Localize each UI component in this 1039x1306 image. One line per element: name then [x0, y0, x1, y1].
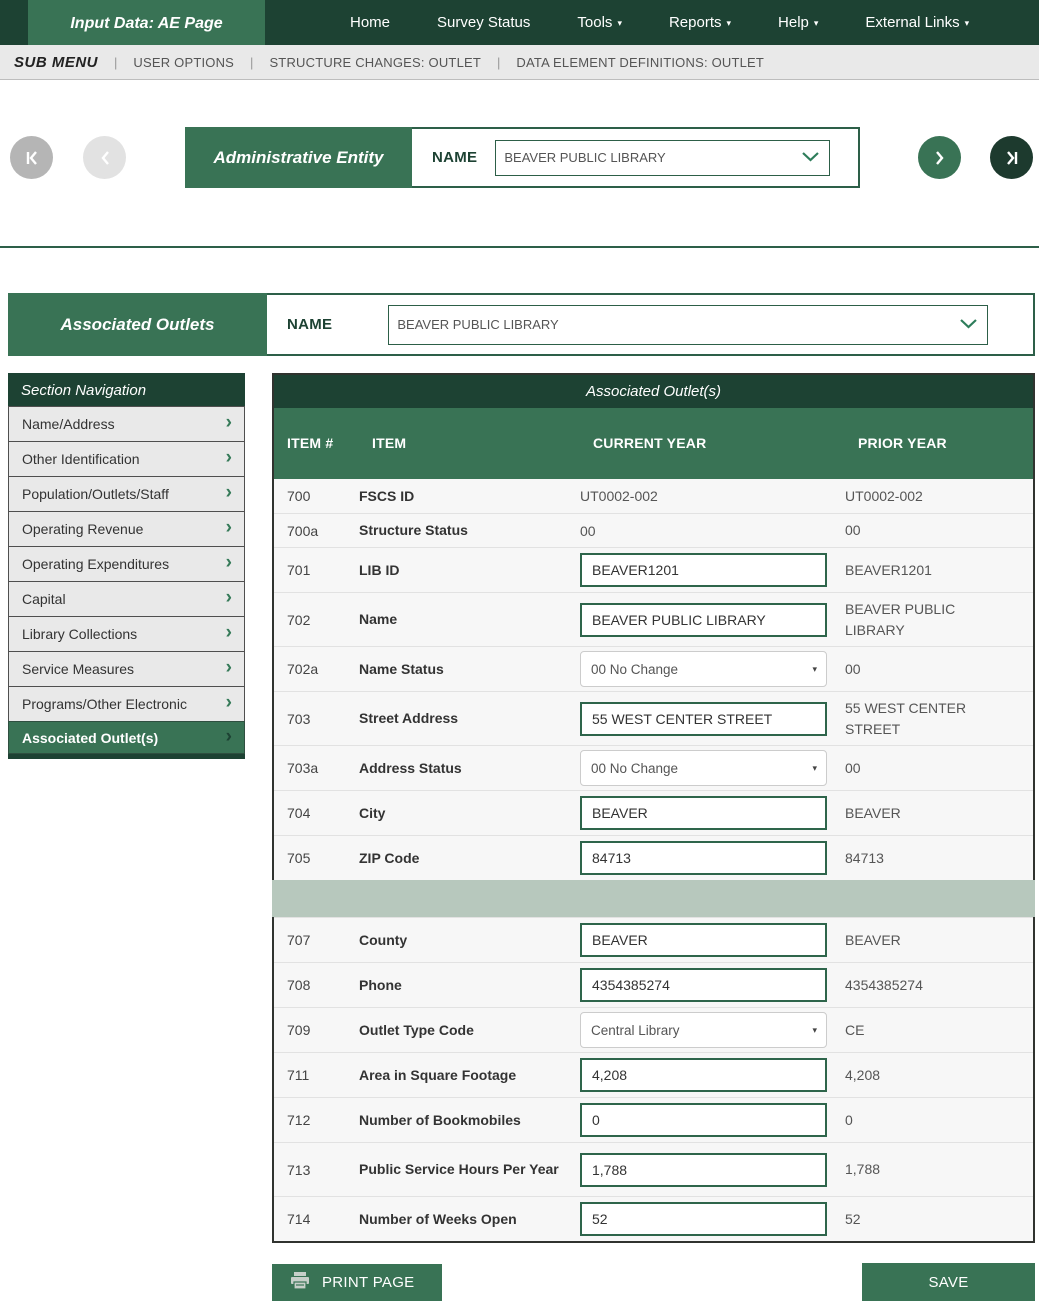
- sidebar-item-programs-other-electronic[interactable]: [8, 686, 245, 722]
- nav-item-label: Help: [778, 14, 809, 31]
- submenu-separator: |: [250, 54, 254, 70]
- ae-name-select[interactable]: [495, 140, 830, 176]
- select-value: 00 No Change: [591, 760, 679, 776]
- table-row-707: [274, 917, 1033, 962]
- prior-year-value: BEAVER1201: [845, 561, 932, 578]
- section-divider: [0, 246, 1039, 248]
- column-header-current-year: CURRENT YEAR: [593, 435, 707, 451]
- table-column-headers: [274, 408, 1033, 479]
- table-row-713: [274, 1142, 1033, 1196]
- item-label: Public Service Hours Per Year: [359, 1161, 559, 1178]
- page-title: Input Data: AE Page: [28, 0, 265, 47]
- sidebar-item-label: Service Measures: [22, 661, 135, 677]
- current-year-cell: [580, 796, 845, 830]
- chevron-right-icon: ›: [225, 725, 232, 747]
- item-number: 705: [287, 850, 311, 866]
- address-status-select[interactable]: [580, 750, 827, 786]
- chevron-right-icon: ›: [225, 622, 232, 643]
- sidebar-item-operating-expenditures[interactable]: [8, 546, 245, 582]
- item-number: 709: [287, 1022, 311, 1038]
- printer-icon: [290, 1272, 310, 1294]
- current-year-cell: [580, 1153, 845, 1187]
- save-button[interactable]: [862, 1263, 1035, 1301]
- table-row-701: [274, 547, 1033, 592]
- item-number: 713: [287, 1161, 311, 1178]
- current-year-cell: [580, 1103, 845, 1137]
- dropdown-caret-icon: ▾: [617, 18, 622, 28]
- item-label: Phone: [359, 976, 402, 993]
- table-row-704: [274, 790, 1033, 835]
- submenu-separator: |: [497, 54, 501, 70]
- print-page-label: PRINT PAGE: [322, 1274, 415, 1291]
- chevron-right-icon: ›: [225, 552, 232, 573]
- select-arrow-icon: ▾: [812, 762, 817, 773]
- sidebar-item-label: Operating Revenue: [22, 521, 144, 537]
- table-row-705: [274, 835, 1033, 880]
- sidebar-item-label: Programs/Other Electronic: [22, 696, 187, 712]
- chevron-right-icon: ›: [225, 447, 232, 468]
- outlet-name-select-value: BEAVER PUBLIC LIBRARY: [397, 317, 559, 332]
- prior-year-value: 1,788: [845, 1161, 881, 1178]
- item-number: 701: [287, 562, 311, 578]
- public-service-hours-per-year-input[interactable]: [580, 1153, 827, 1187]
- zip-code-input[interactable]: [580, 841, 827, 875]
- item-label: Street Address: [359, 710, 459, 727]
- current-year-cell: [580, 841, 845, 875]
- nav-item-reports[interactable]: [669, 14, 731, 31]
- print-page-button[interactable]: [272, 1264, 442, 1301]
- current-year-cell: [580, 603, 845, 637]
- nav-item-tools[interactable]: [577, 14, 622, 31]
- name-input[interactable]: [580, 603, 827, 637]
- current-year-cell: 00: [580, 522, 596, 539]
- street-address-input[interactable]: [580, 702, 827, 736]
- sidebar-item-population-outlets-staff[interactable]: [8, 476, 245, 512]
- item-label: Name Status: [359, 660, 444, 677]
- table-body: [274, 479, 1033, 1241]
- prior-year-value: 0: [845, 1111, 853, 1128]
- prior-year-value: 52: [845, 1210, 861, 1227]
- sidebar-item-capital[interactable]: [8, 581, 245, 617]
- item-label: Outlet Type Code: [359, 1021, 474, 1038]
- dropdown-caret-icon: ▾: [726, 18, 732, 28]
- item-number: 700: [287, 488, 311, 504]
- prior-year-value: BEAVER: [845, 804, 901, 821]
- item-label: Number of Bookmobiles: [359, 1111, 521, 1128]
- submenu-items: [98, 55, 764, 70]
- item-label: City: [359, 804, 386, 821]
- select-arrow-icon: ▾: [812, 1024, 817, 1035]
- sidebar-item-library-collections[interactable]: [8, 616, 245, 652]
- associated-outlets-title: Associated Outlets: [8, 293, 267, 356]
- sidebar-item-label: Population/Outlets/Staff: [22, 486, 169, 502]
- table-row-703a: [274, 745, 1033, 790]
- sidebar-item-name-address[interactable]: [8, 406, 245, 442]
- table-row-712: [274, 1097, 1033, 1142]
- select-value: Central Library: [591, 1022, 680, 1038]
- nav-item-label: Reports: [668, 14, 722, 31]
- sidebar-item-label: Operating Expenditures: [22, 556, 170, 572]
- current-year-cell: [580, 923, 845, 957]
- item-number: 712: [287, 1112, 311, 1128]
- nav-item-label: Tools: [577, 14, 613, 31]
- table-row-700a: [274, 513, 1033, 547]
- column-header-item: ITEM: [372, 435, 407, 451]
- submenu-title: SUB MENU: [14, 53, 99, 71]
- nav-item-external-links[interactable]: [865, 14, 969, 31]
- nav-item-label: Survey Status: [437, 14, 531, 31]
- last-record-button[interactable]: [990, 136, 1033, 179]
- chevron-down-icon: [802, 149, 819, 167]
- item-number: 700a: [287, 522, 319, 539]
- chevron-down-icon: [960, 316, 977, 334]
- item-number: 708: [287, 977, 311, 993]
- select-value: 00 No Change: [591, 661, 679, 677]
- dropdown-caret-icon: ▾: [964, 18, 970, 28]
- number-of-bookmobiles-input[interactable]: [580, 1103, 827, 1137]
- prior-year-value: 4,208: [845, 1066, 881, 1083]
- topnav-menu: [350, 14, 969, 31]
- sidebar-item-label: Associated Outlet(s): [22, 729, 159, 746]
- table-spacer-row: [272, 880, 1035, 917]
- item-label: Area in Square Footage: [359, 1066, 517, 1083]
- current-year-cell: [580, 702, 845, 736]
- section-navigation-title: Section Navigation: [8, 373, 245, 407]
- prior-year-value: UT0002-002: [845, 487, 923, 504]
- lib-id-input[interactable]: [580, 553, 827, 587]
- table-row-702: [274, 592, 1033, 646]
- chevron-right-icon: ›: [225, 482, 232, 503]
- item-label: County: [359, 931, 408, 948]
- table-row-708: [274, 962, 1033, 1007]
- chevron-right-icon: ›: [225, 517, 232, 538]
- sidebar-item-service-measures[interactable]: [8, 651, 245, 687]
- prior-year-value: 00: [845, 759, 861, 776]
- associated-outlet-table: [272, 373, 1035, 1243]
- column-header-item-num: ITEM #: [287, 435, 334, 451]
- sidebar-item-label: Capital: [22, 591, 66, 607]
- administrative-entity-title: Administrative Entity: [185, 127, 412, 188]
- current-year-cell: UT0002-002: [580, 488, 658, 504]
- table-row-703: [274, 691, 1033, 745]
- outlet-name-label: NAME: [287, 316, 333, 333]
- current-year-cell: [580, 750, 845, 786]
- current-year-cell: [580, 553, 845, 587]
- table-row-714: [274, 1196, 1033, 1241]
- outlet-name-select[interactable]: [388, 305, 988, 345]
- first-record-button[interactable]: [10, 136, 53, 179]
- associated-outlets-panel: [8, 293, 1035, 356]
- prior-year-value: 00: [845, 522, 861, 539]
- prior-year-value: 84713: [845, 849, 884, 866]
- current-year-cell: [580, 1058, 845, 1092]
- chevron-left-icon: [98, 149, 112, 167]
- current-year-cell: [580, 651, 845, 687]
- item-number: 714: [287, 1211, 311, 1227]
- top-navigation-bar: [0, 0, 1039, 45]
- table-title: Associated Outlet(s): [274, 375, 1033, 408]
- nav-item-label: External Links: [865, 14, 960, 31]
- prior-year-value: BEAVER PUBLIC LIBRARY: [845, 601, 956, 638]
- submenu-item-user-options[interactable]: USER OPTIONS: [133, 54, 235, 70]
- chevron-right-icon: [933, 149, 947, 167]
- item-number: 707: [287, 932, 311, 948]
- submenu-separator: |: [114, 54, 118, 70]
- item-label: ZIP Code: [359, 849, 420, 866]
- administrative-entity-panel: [185, 127, 860, 188]
- table-row-700: [274, 479, 1033, 513]
- save-label: SAVE: [928, 1273, 969, 1291]
- current-year-cell: [580, 1012, 845, 1048]
- submenu-item-data-element-definitions-outlet[interactable]: DATA ELEMENT DEFINITIONS: OUTLET: [516, 54, 765, 70]
- item-number: 702a: [287, 661, 319, 677]
- prior-year-value: 4354385274: [845, 976, 923, 993]
- previous-record-button[interactable]: [83, 136, 126, 179]
- prior-year-value: BEAVER: [845, 931, 901, 948]
- nav-item-survey-status[interactable]: [437, 14, 530, 31]
- sidebar-item-operating-revenue[interactable]: [8, 511, 245, 547]
- sidebar-item-label: Other Identification: [22, 451, 140, 467]
- ae-name-select-value: BEAVER PUBLIC LIBRARY: [504, 150, 666, 165]
- prior-year-value: 55 WEST CENTER STREET: [845, 700, 967, 737]
- name-status-select[interactable]: [580, 651, 827, 687]
- outlet-type-code-select[interactable]: [580, 1012, 827, 1048]
- item-label: FSCS ID: [359, 487, 415, 504]
- nav-item-home[interactable]: [350, 14, 390, 31]
- item-number: 703: [287, 710, 311, 727]
- item-label: LIB ID: [359, 561, 400, 578]
- sidebar-item-other-identification[interactable]: [8, 441, 245, 477]
- current-year-cell: [580, 1202, 845, 1236]
- section-navigation-footer: [8, 754, 245, 759]
- item-label: Address Status: [359, 759, 462, 776]
- chevron-right-icon: ›: [225, 692, 232, 713]
- item-label: Number of Weeks Open: [359, 1210, 517, 1227]
- submenu-bar: [0, 45, 1039, 80]
- next-record-button[interactable]: [918, 136, 961, 179]
- table-row-711: [274, 1052, 1033, 1097]
- item-number: 703a: [287, 760, 319, 776]
- last-page-icon: [1003, 149, 1021, 167]
- chevron-right-icon: ›: [225, 657, 232, 678]
- current-year-cell: [580, 968, 845, 1002]
- nav-item-label: Home: [350, 14, 391, 31]
- area-in-square-footage-input[interactable]: [580, 1058, 827, 1092]
- ae-name-label: NAME: [432, 149, 478, 166]
- sidebar-item-label: Name/Address: [22, 416, 115, 432]
- city-input[interactable]: [580, 796, 827, 830]
- item-number: 702: [287, 611, 311, 628]
- select-arrow-icon: ▾: [812, 663, 817, 674]
- first-page-icon: [23, 149, 41, 167]
- submenu-item-structure-changes-outlet[interactable]: STRUCTURE CHANGES: OUTLET: [269, 54, 482, 70]
- item-label: Structure Status: [359, 522, 468, 539]
- item-number: 704: [287, 805, 311, 821]
- column-header-prior-year: PRIOR YEAR: [858, 435, 947, 451]
- section-navigation: [8, 373, 245, 759]
- prior-year-value: CE: [845, 1021, 865, 1038]
- phone-input[interactable]: [580, 968, 827, 1002]
- table-row-702a: [274, 646, 1033, 691]
- nav-item-help[interactable]: [778, 14, 818, 31]
- item-number: 711: [287, 1067, 310, 1083]
- dropdown-caret-icon: ▾: [813, 18, 819, 28]
- chevron-right-icon: ›: [225, 412, 232, 433]
- item-label: Name: [359, 611, 398, 628]
- prior-year-value: 00: [845, 660, 861, 677]
- section-navigation-items: [8, 406, 245, 754]
- sidebar-item-associated-outlet-s-[interactable]: [8, 721, 245, 754]
- table-row-709: [274, 1007, 1033, 1052]
- county-input[interactable]: [580, 923, 827, 957]
- chevron-right-icon: ›: [225, 587, 232, 608]
- sidebar-item-label: Library Collections: [22, 626, 138, 642]
- number-of-weeks-open-input[interactable]: [580, 1202, 827, 1236]
